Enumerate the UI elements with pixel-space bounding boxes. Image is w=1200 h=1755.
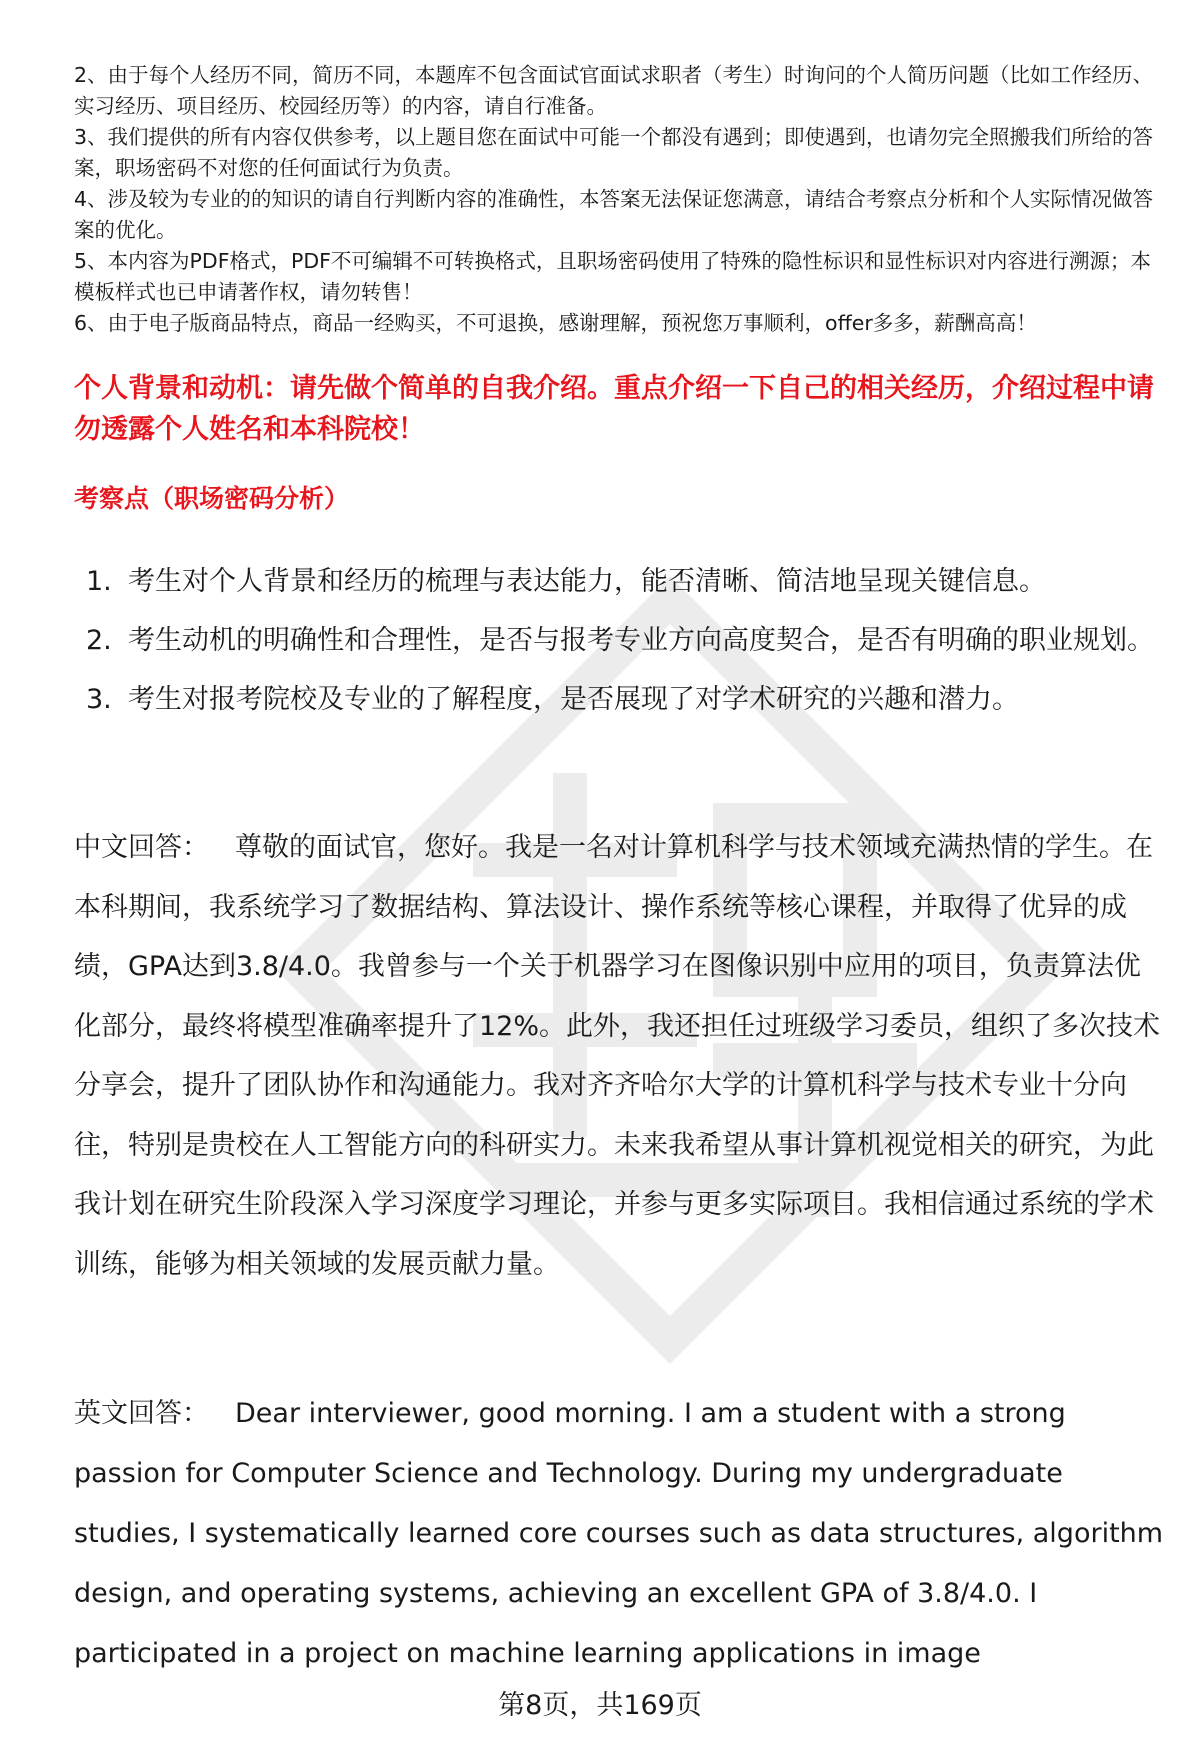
key-point-text: 考生对个人背景和经历的梳理与表达能力，能否清晰、简洁地呈现关键信息。 — [128, 566, 1046, 597]
notice-list — [74, 60, 1164, 339]
key-point-text: 考生对报考院校及专业的了解程度，是否展现了对学术研究的兴趣和潜力。 — [128, 684, 1019, 715]
notice-item: 5、本内容为PDF格式，PDF不可编辑不可转换格式，且职场密码使用了特殊的隐性标识和显性标识对内容进行溯源；本模板样式也已申请著作权，请勿转售！ — [74, 249, 1151, 304]
key-point-text: 考生动机的明确性和合理性，是否与报考专业方向高度契合，是否有明确的职业规划。 — [128, 625, 1154, 656]
notice-item: 6、由于电子版商品特点，商品一经购买，不可退换，感谢理解，预祝您万事顺利，offer多多，薪酬高高！ — [74, 311, 1037, 335]
key-point-number: 1. — [86, 566, 112, 597]
page-number: 第8页，共169页 — [498, 1690, 702, 1721]
chinese-answer-text: 尊敬的面试官，您好。我是一名对计算机科学与技术领域充满热情的学生。在本科期间，我系统学习了数据结构、算法设计、操作系统等核心课程，并取得了优异的成绩，GPA达到3.8/4.0。我曾参与一个关于机器学习在图像识别中应用的项目，负责算法优化部分，最终将模型准确率提升了12%。此外，我还担任过班级学习委员，组织了多次技术分享会，提升了团队协作和沟通能力。我对齐齐哈尔大学的计算机科学与技术专业十分向往，特别是贵校在人工智能方向的科研实力。未来我希望从事计算机视觉相关的研究，为此我计划在研究生阶段深入学习深度学习理论，并参与更多实际项目。我相信通过系统的学术训练，能够为相关领域的发展贡献力量。 — [74, 832, 1161, 1280]
english-answer-label: 英文回答： — [74, 1398, 209, 1429]
key-points-heading: 考察点（职场密码分析） — [74, 484, 350, 513]
notice-item: 3、我们提供的所有内容仅供参考，以上题目您在面试中可能一个都没有遇到；即使遇到，也请勿完全照搬我们所给的答案，职场密码不对您的任何面试行为负责。 — [74, 125, 1154, 180]
key-points-list — [74, 552, 1154, 729]
english-answer-text: Dear interviewer, good morning. I am a student with a strong passion for Computer Science and Technology. During my undergraduate studies, I systematically learned core courses such as data structures, algorithm design, and operating systems, achieving an excellent GPA of 3.8/4.0. I participated in a project on machine learning applications in image — [74, 1398, 1164, 1669]
notice-item: 2、由于每个人经历不同，简历不同，本题库不包含面试官面试求职者（考生）时询问的个人简历问题（比如工作经历、实习经历、项目经历、校园经历等）的内容，请自行准备。 — [74, 63, 1154, 118]
question-title: 个人背景和动机：请先做个简单的自我介绍。重点介绍一下自己的相关经历，介绍过程中请勿透露个人姓名和本科院校！ — [74, 373, 1154, 445]
chinese-answer — [74, 818, 1164, 1294]
key-point-item — [74, 611, 1154, 670]
notice-item: 4、涉及较为专业的的知识的请自行判断内容的准确性，本答案无法保证您满意，请结合考察点分析和个人实际情况做答案的优化。 — [74, 187, 1154, 242]
key-point-number: 3. — [86, 684, 112, 715]
english-answer — [74, 1384, 1164, 1684]
key-point-item — [74, 670, 1154, 729]
chinese-answer-label: 中文回答： — [74, 832, 209, 863]
key-point-item — [74, 552, 1154, 611]
key-point-number: 2. — [86, 625, 112, 656]
